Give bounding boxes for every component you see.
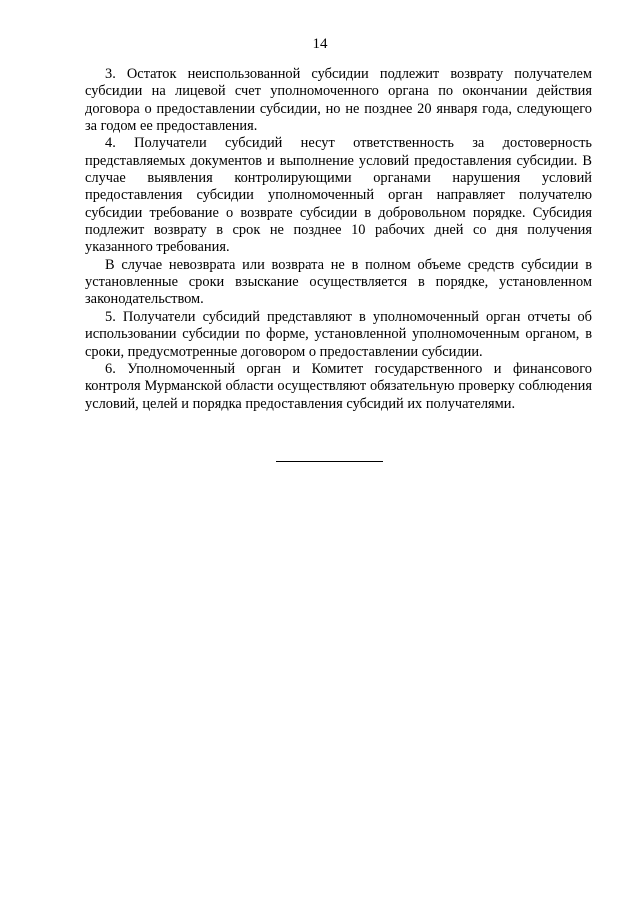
end-of-document-rule [276,461,383,462]
page-number: 14 [312,36,328,52]
paragraph-5-reports: 5. Получатели субсидий представляют в уполномоченный орган отчеты об использовании субсидии по форме, установленной уполномоченным органом, в сроки, предусмотренные договором о предоставлении субсидии. [85,308,592,360]
paragraph-4-responsibility: 4. Получатели субсидий несут ответственность за достоверность представляемых документов и выполнение условий предоставления субсидии. В случае выявления контролирующими органами нарушения условий предоставления субсидии уполномоченный орган направляет получателю субсидии требование о возврате субсидии в добровольном порядке. Субсидия подлежит возврату в срок не позднее 10 рабочих дней со дня получения указанного требования. [85,135,592,256]
document-body [85,66,592,413]
paragraph-non-return-recovery: В случае невозврата или возврата не в полном объеме средств субсидии в установленные сроки взыскание осуществляется в порядке, установленном законодательством. [85,256,592,308]
paragraph-3-subsidy-refund: 3. Остаток неиспользованной субсидии подлежит возврату получателем субсидии на лицевой счет уполномоченного органа по окончании действия договора о предоставлении субсидии, но не позднее 20 января года, следующего за годом ее предоставления. [85,66,592,135]
paragraph-6-inspection: 6. Уполномоченный орган и Комитет государственного и финансового контроля Мурманской области осуществляют обязательную проверку соблюдения условий, целей и порядка предоставления субсидий их получателями. [85,360,592,412]
